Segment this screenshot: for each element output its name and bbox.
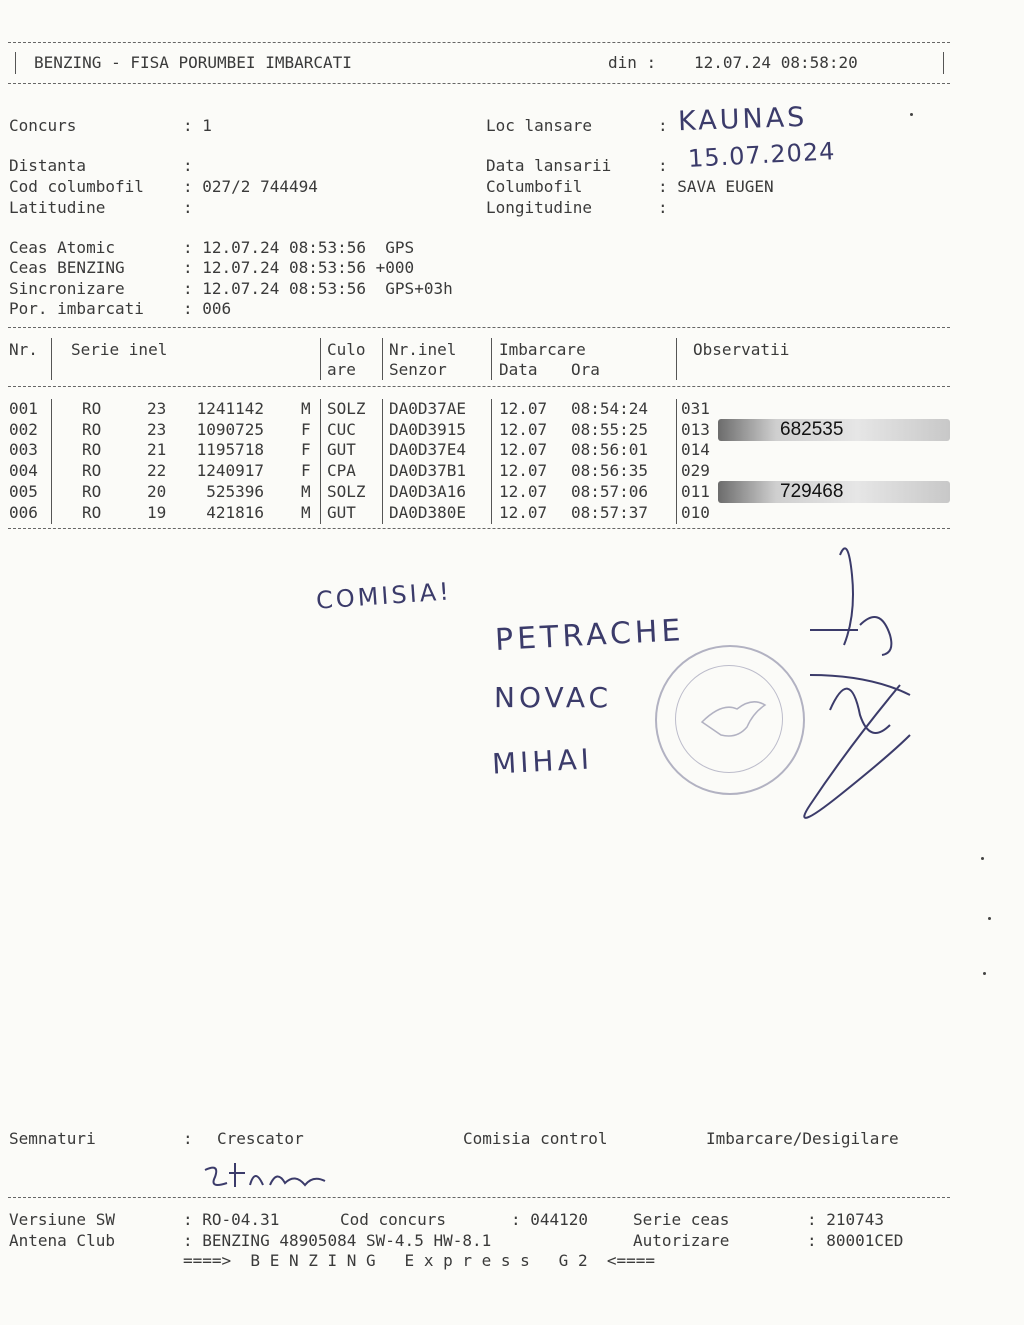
autorizare-label: Autorizare [633,1231,730,1250]
scan-speck [910,113,913,116]
row-column-separator [382,420,383,441]
row-time-cell: 08:56:35 [571,461,649,480]
ceas-atomic-label: Ceas Atomic [9,238,135,257]
header-datetime: 12.07.24 08:58:20 [694,53,858,72]
loc-lansare-label: Loc lansare [486,116,592,135]
ceas-atomic-value: : 12.07.24 08:53:56 GPS [183,238,415,257]
data-lansarii-handwritten: 15.07.2024 [687,137,837,173]
concurs-label: Concurs [9,116,77,135]
header-sep-culo [320,338,321,380]
row-sex-cell: M [301,503,311,522]
top-border [8,42,950,43]
commission-signatures [770,535,970,835]
cod-concurs-label: Cod concurs [340,1210,446,1229]
commission-member-3: MIHAI [491,742,594,781]
brand-line: ====> B E N Z I N G E x p r e s s G 2 <==== [183,1251,656,1270]
data-lansarii-colon: : [658,156,668,175]
row-column-separator [676,399,677,420]
col-header-senzor: Senzor [389,360,447,379]
row-sex-cell: M [301,399,311,418]
sincronizare-value: : 12.07.24 08:53:56 GPS+03h [183,279,453,298]
row-column-separator [51,503,52,524]
header-sep-nr [51,338,52,380]
col-header-culoare-2: are [327,360,356,379]
antena-club-value: : BENZING 48905084 SW-4.5 HW-8.1 [183,1231,492,1250]
row-sensor-cell: DA0D3915 [389,420,467,439]
row-column-separator [491,440,492,461]
data-lansarii-label: Data lansarii [486,156,612,175]
row-code-cell: 014 [681,440,710,459]
commission-member-2: NOVAC [494,681,613,714]
row-column-separator [51,420,52,441]
table-row [0,440,1024,460]
scan-speck [983,972,986,975]
row-year-cell: 23 [147,399,167,418]
row-column-separator [320,440,321,461]
row-year-cell: 20 [147,482,167,501]
row-nr-cell: 004 [9,461,38,480]
row-column-separator [676,420,677,441]
row-column-separator [51,440,52,461]
latitudine-colon: : [183,198,193,217]
row-ring-cell: 1090725 [196,420,264,439]
row-column-separator [382,461,383,482]
col-header-data: Data [499,360,538,379]
observation-sticker-number: 729468 [780,481,844,502]
row-year-cell: 23 [147,420,167,439]
scan-speck [981,857,984,860]
versiune-sw-label: Versiune SW [9,1210,115,1229]
row-code-cell: 011 [681,482,710,501]
columbofil-value: : SAVA EUGEN [658,177,774,196]
row-country-cell: RO [82,420,102,439]
footer-divider [8,1197,950,1198]
crescator-label: Crescator [217,1129,304,1148]
col-header-nr-inel: Nr.inel [389,340,457,359]
row-column-separator [51,461,52,482]
serie-ceas-value: : 210743 [807,1210,885,1229]
header-right-bar [943,52,944,74]
table-top-border [8,327,950,328]
loc-lansare-handwritten: KAUNAS [677,101,808,138]
row-column-separator [320,399,321,420]
loc-lansare-colon: : [658,116,668,135]
longitudine-label: Longitudine [486,198,592,217]
row-sensor-cell: DA0D37AE [389,399,467,418]
distanta-colon: : [183,156,193,175]
imbarcare-desigilare-label: Imbarcare/Desigilare [706,1129,899,1148]
header-din-label: din : [608,53,657,72]
row-time-cell: 08:55:25 [571,420,649,439]
row-time-cell: 08:54:24 [571,399,649,418]
row-code-cell: 010 [681,503,710,522]
header-sep-obs [676,338,677,380]
row-color-cell: CPA [327,461,356,480]
header-left-bar [15,52,16,74]
row-country-cell: RO [82,440,102,459]
autorizare-value: : 80001CED [807,1231,904,1250]
crescator-signature [195,1155,345,1195]
porumbei-imbarcati-value: : 006 [183,299,232,318]
row-sex-cell: F [301,420,311,439]
commission-member-1: PETRACHE [494,613,686,658]
row-country-cell: RO [82,399,102,418]
col-header-imbarcare: Imbarcare [499,340,586,359]
row-time-cell: 08:56:01 [571,440,649,459]
row-sex-cell: F [301,461,311,480]
row-column-separator [676,440,677,461]
row-column-separator [382,440,383,461]
semnaturi-colon: : [183,1129,193,1148]
document-title: BENZING - FISA PORUMBEI IMBARCATI [34,53,352,72]
row-column-separator [676,461,677,482]
antena-club-label: Antena Club [9,1231,115,1250]
scan-speck [988,917,991,920]
row-column-separator [382,482,383,503]
versiune-sw-value: : RO-04.31 [183,1210,280,1229]
row-color-cell: SOLZ [327,399,366,418]
row-column-separator [491,482,492,503]
row-column-separator [320,482,321,503]
table-bottom-border [8,528,950,529]
row-sensor-cell: DA0D37E4 [389,440,467,459]
row-date-cell: 12.07 [499,461,548,480]
table-row [0,420,1024,440]
row-code-cell: 031 [681,399,710,418]
observation-sticker [718,419,950,441]
header-sep-senzor [382,338,383,380]
ceas-benzing-value: : 12.07.24 08:53:56 +000 [183,258,415,277]
row-time-cell: 08:57:37 [571,503,649,522]
row-color-cell: GUT [327,503,356,522]
row-code-cell: 013 [681,420,710,439]
row-column-separator [320,461,321,482]
row-date-cell: 12.07 [499,399,548,418]
ceas-benzing-label: Ceas BENZING [9,258,135,277]
row-date-cell: 12.07 [499,420,548,439]
row-column-separator [491,420,492,441]
observation-sticker-number: 682535 [780,419,844,440]
row-column-separator [491,399,492,420]
row-ring-cell: 1195718 [196,440,264,459]
table-row [0,461,1024,481]
table-header-divider [8,386,950,387]
row-country-cell: RO [82,503,102,522]
row-sex-cell: M [301,482,311,501]
row-ring-cell: 525396 [206,482,264,501]
row-column-separator [491,461,492,482]
row-sensor-cell: DA0D380E [389,503,467,522]
observation-sticker [718,481,950,503]
row-sensor-cell: DA0D37B1 [389,461,467,480]
cod-columbofil-value: : 027/2 744494 [183,177,318,196]
row-nr-cell: 003 [9,440,38,459]
longitudine-colon: : [658,198,668,217]
row-column-separator [491,503,492,524]
row-country-cell: RO [82,461,102,480]
row-nr-cell: 001 [9,399,38,418]
row-ring-cell: 1240917 [196,461,264,480]
row-column-separator [320,420,321,441]
row-nr-cell: 002 [9,420,38,439]
row-nr-cell: 006 [9,503,38,522]
row-date-cell: 12.07 [499,503,548,522]
row-country-cell: RO [82,482,102,501]
comisia-control-label: Comisia control [463,1129,608,1148]
semnaturi-label: Semnaturi [9,1129,96,1148]
row-year-cell: 22 [147,461,167,480]
row-date-cell: 12.07 [499,482,548,501]
row-color-cell: GUT [327,440,356,459]
col-header-ora: Ora [571,360,600,379]
row-column-separator [382,503,383,524]
row-column-separator [676,482,677,503]
row-ring-cell: 1241142 [196,399,264,418]
row-ring-cell: 421816 [206,503,264,522]
col-header-nr: Nr. [9,340,38,359]
concurs-value: : 1 [183,116,212,135]
row-column-separator [51,482,52,503]
row-column-separator [51,399,52,420]
row-sex-cell: F [301,440,311,459]
row-date-cell: 12.07 [499,440,548,459]
row-nr-cell: 005 [9,482,38,501]
col-header-serie-inel: Serie inel [71,340,168,359]
table-row [0,503,1024,523]
table-row [0,399,1024,419]
porumbei-imbarcati-label: Por. imbarcati [9,299,144,318]
serie-ceas-label: Serie ceas [633,1210,730,1229]
latitudine-label: Latitudine [9,198,106,217]
distanta-label: Distanta [9,156,87,175]
row-column-separator [676,503,677,524]
row-year-cell: 19 [147,503,167,522]
row-color-cell: SOLZ [327,482,366,501]
comisia-handwritten: COMISIA! [315,577,453,615]
row-year-cell: 21 [147,440,167,459]
col-header-observatii: Observatii [693,340,790,359]
row-column-separator [320,503,321,524]
row-color-cell: CUC [327,420,356,439]
sincronizare-label: Sincronizare [9,279,135,298]
row-sensor-cell: DA0D3A16 [389,482,467,501]
row-column-separator [382,399,383,420]
columbofil-label: Columbofil [486,177,583,196]
col-header-culoare-1: Culo [327,340,366,359]
header-divider [8,83,950,84]
row-time-cell: 08:57:06 [571,482,649,501]
cod-columbofil-label: Cod columbofil [9,177,144,196]
row-code-cell: 029 [681,461,710,480]
table-row [0,482,1024,502]
cod-concurs-value: : 044120 [511,1210,589,1229]
header-sep-imbarcare [491,338,492,380]
